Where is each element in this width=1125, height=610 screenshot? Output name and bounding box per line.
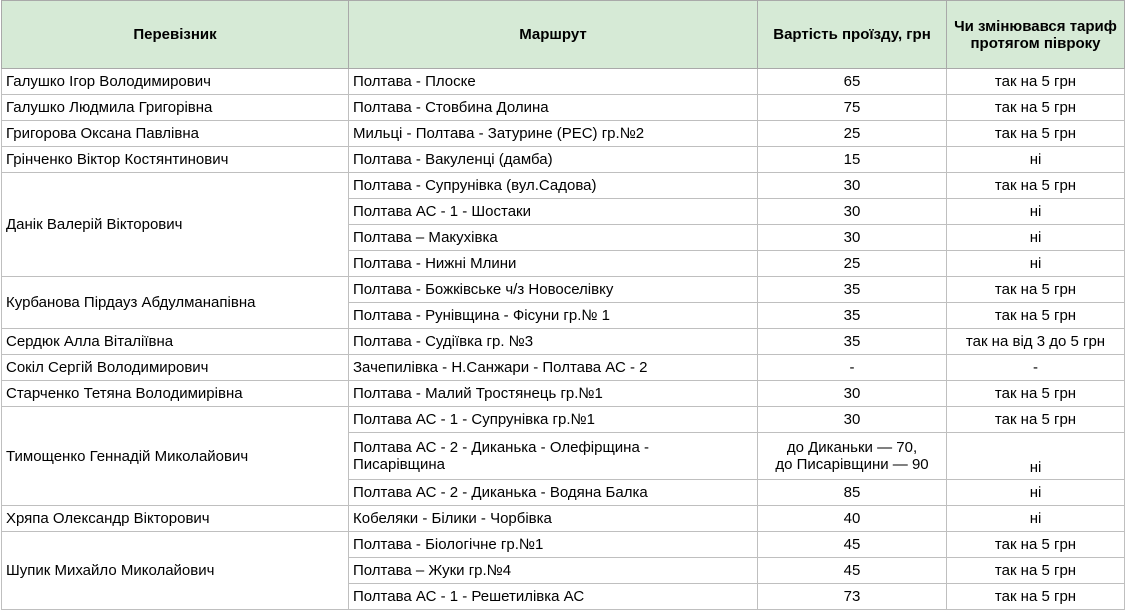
- header-fare: Вартість проїзду, грн: [758, 1, 947, 69]
- fare-cell: до Диканьки — 70, до Писарівщини — 90: [758, 433, 947, 480]
- fare-cell: 15: [758, 147, 947, 173]
- fare-cell: 85: [758, 480, 947, 506]
- route-cell: Полтава - Вакуленці (дамба): [349, 147, 758, 173]
- table-row: [2, 355, 1125, 381]
- tariff-changed-cell: так на 5 грн: [947, 407, 1125, 433]
- carrier-cell: Сокіл Сергій Володимирович: [2, 355, 349, 381]
- fare-cell: 30: [758, 407, 947, 433]
- tariff-changed-cell: ні: [947, 251, 1125, 277]
- fare-cell: 40: [758, 506, 947, 532]
- fare-cell: 30: [758, 381, 947, 407]
- fare-cell: 35: [758, 303, 947, 329]
- tariff-changed-cell: ні: [947, 199, 1125, 225]
- carrier-cell: Грінченко Віктор Костянтинович: [2, 147, 349, 173]
- table-row: [2, 329, 1125, 355]
- route-cell: Полтава АС - 2 - Диканька - Водяна Балка: [349, 480, 758, 506]
- fare-cell: 45: [758, 558, 947, 584]
- route-cell: Полтава - Малий Тростянець гр.№1: [349, 381, 758, 407]
- tariff-changed-cell: ні: [947, 225, 1125, 251]
- table-row: [2, 407, 1125, 433]
- carrier-cell: Сердюк Алла Віталіївна: [2, 329, 349, 355]
- table-row: [2, 173, 1125, 199]
- route-cell: Полтава - Нижні Млини: [349, 251, 758, 277]
- tariff-changed-cell: так на 5 грн: [947, 303, 1125, 329]
- tariff-changed-cell: ні: [947, 433, 1125, 480]
- route-cell: Полтава АС - 1 - Супрунівка гр.№1: [349, 407, 758, 433]
- carrier-cell: Галушко Людмила Григорівна: [2, 95, 349, 121]
- route-cell: Полтава - Рунівщина - Фісуни гр.№ 1: [349, 303, 758, 329]
- carrier-cell: Курбанова Пірдауз Абдулманапівна: [2, 277, 349, 329]
- fare-cell: 35: [758, 277, 947, 303]
- route-cell: Полтава - Плоске: [349, 69, 758, 95]
- carrier-cell: Шупик Михайло Миколайович: [2, 532, 349, 610]
- route-cell: Полтава - Стовбина Долина: [349, 95, 758, 121]
- table-row: [2, 506, 1125, 532]
- fares-table: [1, 0, 1125, 610]
- tariff-changed-cell: так на 5 грн: [947, 277, 1125, 303]
- route-cell: Полтава – Макухівка: [349, 225, 758, 251]
- route-cell: Полтава - Судіївка гр. №3: [349, 329, 758, 355]
- table-body: [2, 69, 1125, 610]
- carrier-cell: Данік Валерій Вікторович: [2, 173, 349, 277]
- header-tariff-changed: Чи змінювався тариф протягом півроку: [947, 1, 1125, 69]
- table-row: [2, 532, 1125, 558]
- carrier-cell: Тимощенко Геннадій Миколайович: [2, 407, 349, 506]
- tariff-changed-cell: так на 5 грн: [947, 584, 1125, 610]
- tariff-changed-cell: так на 5 грн: [947, 381, 1125, 407]
- tariff-changed-cell: ні: [947, 506, 1125, 532]
- carrier-cell: Старченко Тетяна Володимирівна: [2, 381, 349, 407]
- fare-cell: 75: [758, 95, 947, 121]
- table-row: [2, 147, 1125, 173]
- header-carrier: Перевізник: [2, 1, 349, 69]
- route-cell: Мильці - Полтава - Затурине (РЕС) гр.№2: [349, 121, 758, 147]
- tariff-changed-cell: так на від 3 до 5 грн: [947, 329, 1125, 355]
- route-cell: Полтава АС - 1 - Шостаки: [349, 199, 758, 225]
- fare-cell: 35: [758, 329, 947, 355]
- table-row: [2, 277, 1125, 303]
- tariff-changed-cell: так на 5 грн: [947, 69, 1125, 95]
- tariff-changed-cell: так на 5 грн: [947, 173, 1125, 199]
- table-row: [2, 381, 1125, 407]
- fare-cell: 45: [758, 532, 947, 558]
- route-cell: Зачепилівка - Н.Санжари - Полтава АС - 2: [349, 355, 758, 381]
- tariff-changed-cell: ні: [947, 480, 1125, 506]
- route-cell: Полтава - Біологічне гр.№1: [349, 532, 758, 558]
- header-route: Маршрут: [349, 1, 758, 69]
- fare-cell: 73: [758, 584, 947, 610]
- carrier-cell: Григорова Оксана Павлівна: [2, 121, 349, 147]
- tariff-changed-cell: так на 5 грн: [947, 532, 1125, 558]
- route-cell: Полтава - Супрунівка (вул.Садова): [349, 173, 758, 199]
- table-row: [2, 121, 1125, 147]
- fare-cell: 30: [758, 173, 947, 199]
- fare-cell: 25: [758, 251, 947, 277]
- carrier-cell: Хряпа Олександр Вікторович: [2, 506, 349, 532]
- tariff-changed-cell: ні: [947, 147, 1125, 173]
- route-cell: Полтава АС - 1 - Решетилівка АС: [349, 584, 758, 610]
- fare-cell: 30: [758, 225, 947, 251]
- fare-cell: -: [758, 355, 947, 381]
- tariff-changed-cell: так на 5 грн: [947, 558, 1125, 584]
- carrier-cell: Галушко Ігор Володимирович: [2, 69, 349, 95]
- table-row: [2, 69, 1125, 95]
- fare-cell: 30: [758, 199, 947, 225]
- route-cell: Полтава – Жуки гр.№4: [349, 558, 758, 584]
- fare-cell: 65: [758, 69, 947, 95]
- tariff-changed-cell: так на 5 грн: [947, 95, 1125, 121]
- route-cell: Кобеляки - Білики - Чорбівка: [349, 506, 758, 532]
- route-cell: Полтава АС - 2 - Диканька - Олефірщина - Писарівщина: [349, 433, 758, 480]
- table-header: [2, 1, 1125, 69]
- route-cell: Полтава - Божківське ч/з Новоселівку: [349, 277, 758, 303]
- fare-cell: 25: [758, 121, 947, 147]
- header-row: [2, 1, 1125, 69]
- tariff-changed-cell: так на 5 грн: [947, 121, 1125, 147]
- table-row: [2, 95, 1125, 121]
- tariff-changed-cell: -: [947, 355, 1125, 381]
